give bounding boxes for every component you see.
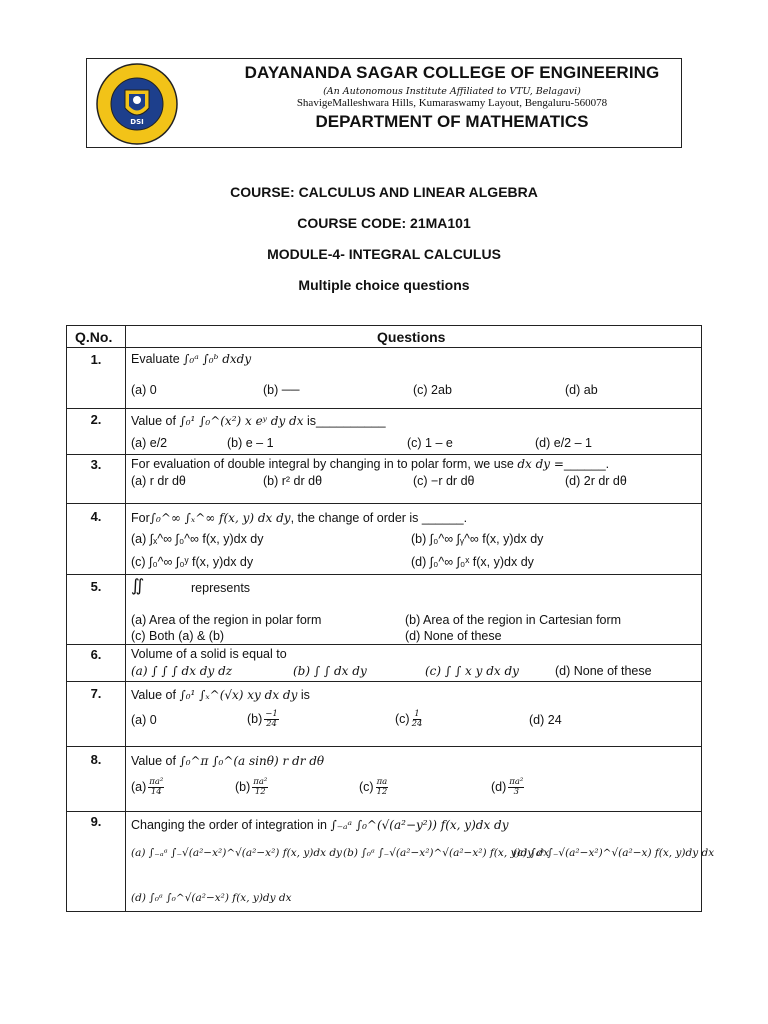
row-divider xyxy=(67,644,701,645)
option-a: (a) $\frac{\text{πa²}}{14}$ xyxy=(131,777,164,797)
option-a: (a) 0 xyxy=(131,383,157,397)
question-number: 6. xyxy=(90,647,102,662)
qno-header: Q.No. xyxy=(75,329,113,345)
option-d: (d) 2r dr dθ xyxy=(565,474,627,488)
row-divider xyxy=(67,574,701,575)
question-stem: represents xyxy=(191,581,251,595)
question-stem: Value of ∫₀¹ ∫ₓ^(√x) xy dx dy is xyxy=(131,688,310,702)
option-a: (a) ∫₋ₐᵃ ∫₋√(a²−x²)^√(a²−x²) f(x, y)dx dy xyxy=(131,847,342,859)
college-affiliation: (An Autonomous Institute Affiliated to VTU, Belagavi) xyxy=(323,86,581,97)
section-title: Multiple choice questions xyxy=(298,277,470,293)
option-d: (d) ∫₀ᵃ ∫₀^√(a²−x²) f(x, y)dy dx xyxy=(131,892,292,904)
option-d: (d) $\frac{\text{πa²}}{3}$ xyxy=(491,777,524,797)
question-stem: For evaluation of double integral by changing in to polar form, we use dx dy =______. xyxy=(131,457,610,471)
option-a: (a) ∫ ∫ ∫ dx dy dz xyxy=(131,664,233,678)
option-c: (c) ∫₀^∞ ∫₀ʸ f(x, y)dx dy xyxy=(131,555,254,569)
question-stem: Volume of a solid is equal to xyxy=(131,647,287,661)
module-title: MODULE-4- INTEGRAL CALCULUS xyxy=(267,246,501,262)
row-divider xyxy=(67,408,701,409)
question-number: 1. xyxy=(90,352,102,367)
option-d: (d) 24 xyxy=(529,713,562,727)
option-c: (c) $\frac{1}{24}$ xyxy=(395,709,423,729)
option-c: (c) Both (a) & (b) xyxy=(131,629,225,643)
question-stem: Evaluate ∫₀ᵃ ∫₀ᵇ dxdy xyxy=(131,352,252,366)
row-divider xyxy=(67,746,701,747)
option-c: (c) 1 – e xyxy=(407,436,453,450)
logo-lettering: DSI xyxy=(130,118,144,126)
question-stem: Value of ∫₀^π ∫₀^(a sinθ) r dr dθ xyxy=(131,754,325,768)
row-divider xyxy=(67,811,701,812)
option-c: (c) 2ab xyxy=(413,383,452,397)
option-b: (b) ∫₀ᵃ ∫₋√(a²−x²)^√(a²−x²) f(x, y)dy dx xyxy=(343,847,550,859)
question-number: 5. xyxy=(90,579,102,594)
option-c: (c) ∫₀ᵃ ∫₋√(a²−x²)^√(a²−x) f(x, y)dy dx xyxy=(513,847,715,859)
row-divider xyxy=(67,681,701,682)
question-number: 2. xyxy=(90,412,102,427)
college-address: ShavigeMalleshwara Hills, Kumaraswamy Layout, Bengaluru-560078 xyxy=(296,97,608,109)
option-c: (c) $\frac{\pi a}{12}$ xyxy=(359,777,388,797)
question-stem: Value of ∫₀¹ ∫₀^(x²) x eʸ dy dx is__________ xyxy=(131,414,386,428)
option-b: (b) e – 1 xyxy=(227,436,274,450)
option-b: (b) $\frac{\text{πa²}}{12}$ xyxy=(235,777,268,797)
question-number: 7. xyxy=(90,686,102,701)
option-a: (a) r dr dθ xyxy=(131,474,186,488)
question-number: 4. xyxy=(90,509,102,524)
option-c: (c) −r dr dθ xyxy=(413,474,475,488)
option-d: (d) ∫₀^∞ ∫₀ˣ f(x, y)dx dy xyxy=(411,555,534,569)
course-code: COURSE CODE: 21MA101 xyxy=(297,215,471,231)
option-b: (b) ∫₀^∞ ∫ᵧ^∞ f(x, y)dx dy xyxy=(411,532,544,546)
option-b: (b) $\frac{-1}{24}$ xyxy=(247,709,278,729)
option-b: (b) Area of the region in Cartesian form xyxy=(405,613,622,627)
option-a: (a) 0 xyxy=(131,713,157,727)
option-a: (a) Area of the region in polar form xyxy=(131,613,322,627)
course-title: COURSE: CALCULUS AND LINEAR ALGEBRA xyxy=(230,184,538,200)
column-divider xyxy=(125,326,126,911)
option-d: (d) None of these xyxy=(405,629,502,643)
option-a: (a) e/2 xyxy=(131,436,168,450)
questions-table xyxy=(66,325,715,912)
questions-header: Questions xyxy=(377,329,446,345)
option-b: (b) ∫ ∫ dx dy xyxy=(293,664,367,678)
option-b: (b) ── xyxy=(263,383,300,397)
question-number: 9. xyxy=(90,814,102,829)
college-name: DAYANANDA SAGAR COLLEGE OF ENGINEERING xyxy=(244,63,660,82)
option-d: (d) e/2 – 1 xyxy=(535,436,592,450)
college-logo xyxy=(95,62,179,146)
option-a: (a) ∫ₓ^∞ ∫₀^∞ f(x, y)dx dy xyxy=(131,532,264,546)
row-divider xyxy=(67,454,701,455)
option-c: (c) ∫ ∫ x y dx dy xyxy=(425,664,519,678)
double-integral-symbol: ∬ xyxy=(131,576,145,595)
option-d: (d) ab xyxy=(565,383,598,397)
college-header xyxy=(86,58,682,148)
department-name: DEPARTMENT OF MATHEMATICS xyxy=(315,112,589,131)
option-d: (d) None of these xyxy=(555,664,652,678)
row-divider xyxy=(67,503,701,504)
option-b: (b) r² dr dθ xyxy=(263,474,323,488)
question-number: 8. xyxy=(90,752,102,767)
question-stem: For∫₀^∞ ∫ₓ^∞ f(x, y) dx dy, the change of order is ______. xyxy=(131,511,468,525)
question-stem: Changing the order of integration in ∫₋ₐᵃ ∫₀^(√(a²−y²)) f(x, y)dx dy xyxy=(131,818,509,832)
row-divider xyxy=(67,347,701,348)
question-number: 3. xyxy=(90,457,102,472)
